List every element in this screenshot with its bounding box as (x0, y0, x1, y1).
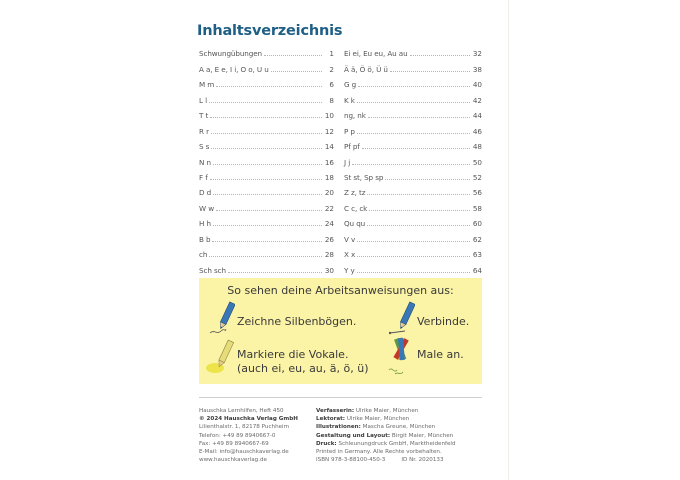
toc-entry-page: 42 (472, 95, 482, 105)
credit-key: Lektorat: (316, 416, 346, 423)
toc-entry-label: J j (344, 157, 351, 167)
toc-entry-page: 38 (472, 64, 482, 74)
toc-entry (344, 244, 482, 259)
credit-value: Birgit Maier, München (391, 432, 454, 439)
toc-entry-page: 18 (324, 172, 334, 182)
toc-left-column (199, 43, 334, 275)
toc-dot-leader (210, 179, 322, 180)
toc-entry (344, 197, 482, 212)
toc-entry-page: 50 (472, 157, 482, 167)
blue-pencil-icon (389, 301, 415, 337)
toc-entry-label: St st, Sp sp (344, 172, 384, 182)
toc-entry-label: Ei ei, Eu eu, Au au (344, 49, 408, 59)
toc-entry-page: 60 (472, 219, 482, 229)
toc-entry-label: A a, E e, I i, O o, U u (199, 64, 269, 74)
toc-entry (199, 228, 334, 243)
toc-entry-label: W w (199, 203, 214, 213)
toc-entry (199, 197, 334, 212)
toc-entry (199, 105, 334, 120)
toc-entry-label: Sch sch (199, 265, 226, 275)
toc-entry-label: Pf pf (344, 142, 360, 152)
toc-entry (344, 182, 482, 197)
toc-entry-page: 48 (472, 142, 482, 152)
toc-entry-label: ch (199, 250, 208, 260)
toc-entry (344, 136, 482, 151)
toc-dot-leader (367, 194, 470, 195)
toc-entry-page: 46 (472, 126, 482, 136)
credit-key: Illustrationen: (316, 424, 361, 431)
toc-entry-page: 62 (472, 234, 482, 244)
blue-pencil-icon (209, 301, 235, 337)
credit-key: Verfasserin: (316, 408, 355, 414)
toc-entry-label: S s (199, 142, 210, 152)
credit-value: Schleunungdruck GmbH, Marktheidenfeld (338, 440, 456, 447)
toc-entry-page: 63 (472, 250, 482, 260)
toc-entry-page: 56 (472, 188, 482, 198)
toc-entry-label: R r (199, 126, 209, 136)
instruction-mark-vowels (237, 348, 369, 376)
toc-entry-label: Ä ä, Ö ö, Ü ü (344, 64, 388, 74)
toc-entry-page: 32 (472, 49, 482, 59)
toc-dot-leader (368, 117, 470, 118)
toc-dot-leader (271, 71, 322, 72)
toc-dot-leader (410, 55, 470, 56)
id-number: ID Nr. 2020133 (401, 457, 444, 464)
toc-entry-page: 20 (324, 188, 334, 198)
credit-value: ISBN 978-3-88100-450-3 (316, 457, 386, 464)
instruction-mark-vowels-line2: (auch ei, eu, au, ä, ö, ü) (237, 362, 369, 375)
toc-entry (199, 244, 334, 259)
toc-dot-leader (213, 194, 322, 195)
instruction-draw-syllable-arcs: Zeichne Silbenbögen. (237, 315, 357, 328)
toc-entry (199, 167, 334, 182)
toc-dot-leader (357, 241, 470, 242)
toc-dot-leader (211, 148, 322, 149)
instruction-mark-vowels-line1: Markiere die Vokale. (237, 348, 349, 361)
toc-entry-label: Y y (344, 265, 355, 275)
credit-line (316, 448, 456, 456)
toc-entry-page: 30 (324, 265, 334, 275)
credit-value: Mascha Greune, München (362, 424, 436, 431)
page-edge (508, 0, 509, 480)
toc-entry (344, 151, 482, 166)
instructions-box (199, 278, 482, 384)
toc-dot-leader (357, 102, 470, 103)
toc-entry-label: G g (344, 80, 357, 90)
toc-entry-label: V v (344, 234, 356, 244)
toc-entry-label: M m (199, 80, 215, 90)
toc-entry-page: 10 (324, 111, 334, 121)
toc-entry-page: 6 (329, 80, 334, 90)
colored-pencils-icon (385, 336, 417, 378)
imprint-line: Lilienthalstr. 1, 82178 Puchheim (199, 424, 290, 431)
copyright-line: © 2024 Hauschka Verlag GmbH (199, 416, 298, 423)
imprint-line (199, 415, 298, 423)
divider (199, 397, 482, 398)
imprint-line: E-Mail: info@hauschkaverlag.de (199, 449, 289, 456)
toc-entry-page: 44 (472, 111, 482, 121)
imprint-publisher (199, 407, 298, 464)
credit-key: Druck: (316, 440, 337, 447)
toc-right-column (344, 43, 482, 275)
imprint-line: www.hauschkaverlag.de (199, 457, 267, 464)
imprint-line: Hauschka Lernhilfen, Heft 450 (199, 408, 284, 414)
toc-dot-leader (216, 86, 322, 87)
toc-entry (199, 58, 334, 73)
toc-dot-leader (357, 256, 470, 257)
toc-dot-leader (212, 241, 322, 242)
credit-line (316, 415, 456, 423)
toc-entry (199, 182, 334, 197)
credit-line (316, 440, 456, 448)
toc-entry-page: 58 (472, 203, 482, 213)
toc-entry-page: 26 (324, 234, 334, 244)
credit-value: Printed in Germany. Alle Rechte vorbehalten. (316, 449, 442, 456)
toc-entry (199, 136, 334, 151)
toc-entry-page: 2 (329, 64, 334, 74)
toc-entry-label: Z z, tz (344, 188, 366, 198)
toc-entry (344, 58, 482, 73)
toc-dot-leader (211, 133, 322, 134)
toc-entry-label: D d (199, 188, 212, 198)
toc-entry (344, 89, 482, 104)
instructions-title: So sehen deine Arbeitsanweisungen aus: (227, 284, 454, 297)
toc-dot-leader (358, 86, 470, 87)
toc-entry-page: 22 (324, 203, 334, 213)
credit-line (316, 423, 456, 431)
toc-dot-leader (367, 225, 470, 226)
toc-entry (199, 43, 334, 58)
toc-entry-label: B b (199, 234, 211, 244)
toc-entry-page: 1 (329, 49, 334, 59)
toc-entry-label: Qu qu (344, 219, 366, 229)
toc-entry-page: 16 (324, 157, 334, 167)
toc-entry (199, 120, 334, 135)
toc-entry (344, 167, 482, 182)
toc-entry-label: X x (344, 250, 356, 260)
toc-entry-label: C c, ck (344, 203, 368, 213)
toc-dot-leader (390, 71, 470, 72)
toc-dot-leader (228, 272, 322, 273)
toc-entry-label: F f (199, 172, 208, 182)
toc-entry-page: 14 (324, 142, 334, 152)
toc-dot-leader (216, 210, 322, 211)
yellow-highlighter-icon (205, 338, 235, 376)
toc-dot-leader (209, 102, 322, 103)
toc-entry-label: Schwungübungen (199, 49, 262, 59)
toc-entry (344, 259, 482, 274)
toc-entry-page: 40 (472, 80, 482, 90)
toc-entry (199, 151, 334, 166)
toc-dot-leader (213, 225, 322, 226)
imprint-line: Telefon: +49 89 8940667-0 (199, 432, 276, 439)
credit-line (316, 432, 456, 440)
toc-dot-leader (209, 256, 322, 257)
toc-entry (199, 74, 334, 89)
toc-entry (199, 89, 334, 104)
page-title: Inhaltsverzeichnis (197, 23, 343, 39)
toc-entry-page: 8 (329, 95, 334, 105)
toc-dot-leader (362, 148, 470, 149)
toc-entry-label: T t (199, 111, 209, 121)
toc-dot-leader (385, 179, 470, 180)
credit-value: Ulrike Maier, München (355, 408, 419, 414)
toc-entry (344, 74, 482, 89)
instruction-connect: Verbinde. (417, 315, 470, 328)
toc-entry-page: 52 (472, 172, 482, 182)
credit-line (316, 407, 456, 415)
toc-entry-page: 12 (324, 126, 334, 136)
toc-entry (344, 213, 482, 228)
toc-dot-leader (213, 164, 322, 165)
toc-entry-label: P p (344, 126, 355, 136)
imprint-credits (316, 407, 456, 464)
toc-dot-leader (357, 272, 470, 273)
toc-entry-label: K k (344, 95, 355, 105)
toc-entry (199, 213, 334, 228)
toc-dot-leader (357, 133, 470, 134)
credit-line (316, 456, 456, 464)
toc-entry (344, 43, 482, 58)
credit-value: Ulrike Maier, München (346, 416, 410, 423)
toc-entry (344, 105, 482, 120)
toc-entry (344, 228, 482, 243)
imprint-line: Fax: +49 89 8940667-69 (199, 440, 269, 447)
toc-dot-leader (264, 55, 322, 56)
toc-dot-leader (210, 117, 322, 118)
toc-entry-page: 24 (324, 219, 334, 229)
toc-entry (199, 259, 334, 274)
toc-entry-label: N n (199, 157, 211, 167)
toc-entry-page: 64 (472, 265, 482, 275)
toc-dot-leader (352, 164, 470, 165)
toc-dot-leader (369, 210, 470, 211)
toc-entry-label: ng, nk (344, 111, 366, 121)
toc-entry (344, 120, 482, 135)
toc-entry-page: 28 (324, 250, 334, 260)
toc-entry-label: H h (199, 219, 211, 229)
credit-key: Gestaltung und Layout: (316, 432, 391, 439)
toc-entry-label: L l (199, 95, 207, 105)
instruction-color-in: Male an. (417, 348, 464, 361)
